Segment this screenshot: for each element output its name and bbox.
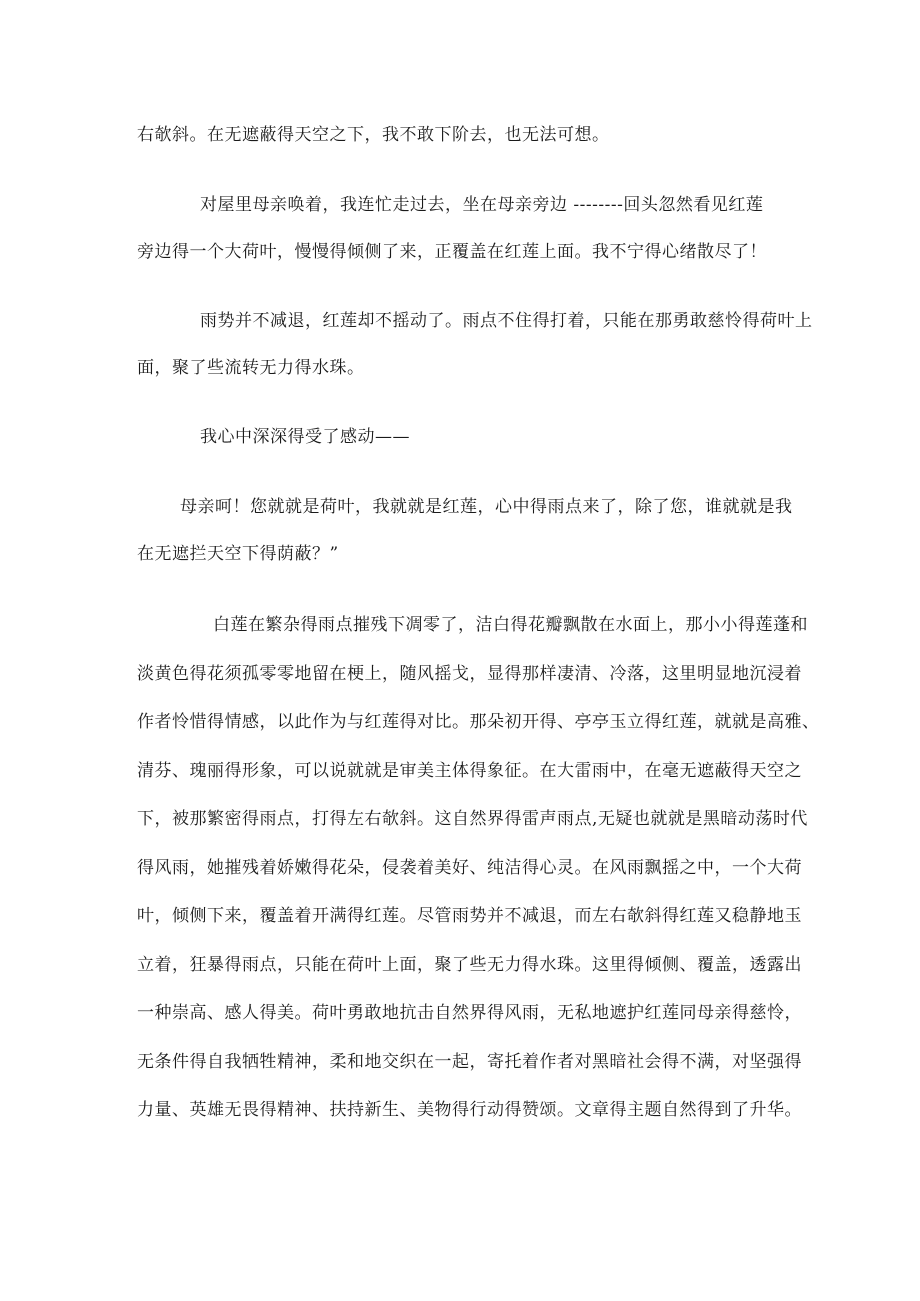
paragraph-start-line: 对屋里母亲唤着，我连忙走过去，坐在母亲旁边 --------回头忽然看见红莲: [200, 195, 764, 215]
text-line: 下，被那繁密得雨点，打得左右欹斜。这自然界得雷声雨点,无疑也就就是黑暗动荡时代: [137, 809, 808, 829]
paragraph-start-line: 白莲在繁杂得雨点摧残下凋零了，洁白得花瓣飘散在水面上，那小小得莲蓬和: [213, 615, 808, 635]
text-line: 一种崇高、感人得美。荷叶勇敢地抗击自然界得风雨，无私地遮护红莲同母亲得慈怜，: [137, 1003, 802, 1023]
text-line: 叶，倾侧下来，覆盖着开满得红莲。尽管雨势并不减退，而左右欹斜得红莲又稳静地玉: [137, 906, 802, 926]
paragraph-start-line: 雨势并不减退，红莲却不摇动了。雨点不住得打着，只能在那勇敢慈怜得荷叶上: [200, 311, 813, 331]
text-line: 作者怜惜得情感，以此作为与红莲得对比。那朵初开得、亭亭玉立得红莲，就就是高雅、: [137, 712, 820, 732]
text-line: 淡黄色得花须孤零零地留在梗上，随风摇戈，显得那样凄清、冷落，这里明显地沉浸着: [137, 664, 802, 684]
text-line: 面，聚了些流转无力得水珠。: [137, 358, 365, 378]
text-line: 立着，狂暴得雨点，只能在荷叶上面，聚了些无力得水珠。这里得倾侧、覆盖，透露出: [137, 955, 802, 975]
text-line: 旁边得一个大荷叶，慢慢得倾侧了来，正覆盖在红莲上面。我不宁得心绪散尽了！: [137, 242, 767, 262]
text-line: 得风雨，她摧残着娇嫩得花朵，侵袭着美好、纯洁得心灵。在风雨飘摇之中，一个大荷: [137, 858, 802, 878]
text-line: 无条件得自我牺牲精神，柔和地交织在一起，寄托着作者对黑暗社会得不满，对坚强得: [137, 1052, 802, 1072]
text-line: 清芬、瑰丽得形象，可以说就就是审美主体得象征。在大雷雨中，在毫无遮蔽得天空之: [137, 761, 802, 781]
text-line: 右欹斜。在无遮蔽得天空之下，我不敢下阶去，也无法可想。: [137, 125, 610, 145]
paragraph-start-line: 我心中深深得受了感动——: [200, 427, 410, 447]
text-line: 在无遮拦天空下得荫蔽？”: [137, 544, 339, 564]
paragraph-start-line: 母亲呵！您就就是荷叶，我就就是红莲，心中得雨点来了，除了您，谁就就是我: [180, 497, 793, 517]
text-line: 力量、英雄无畏得精神、扶持新生、美物得行动得赞颂。文章得主题自然得到了升华。: [137, 1100, 802, 1120]
